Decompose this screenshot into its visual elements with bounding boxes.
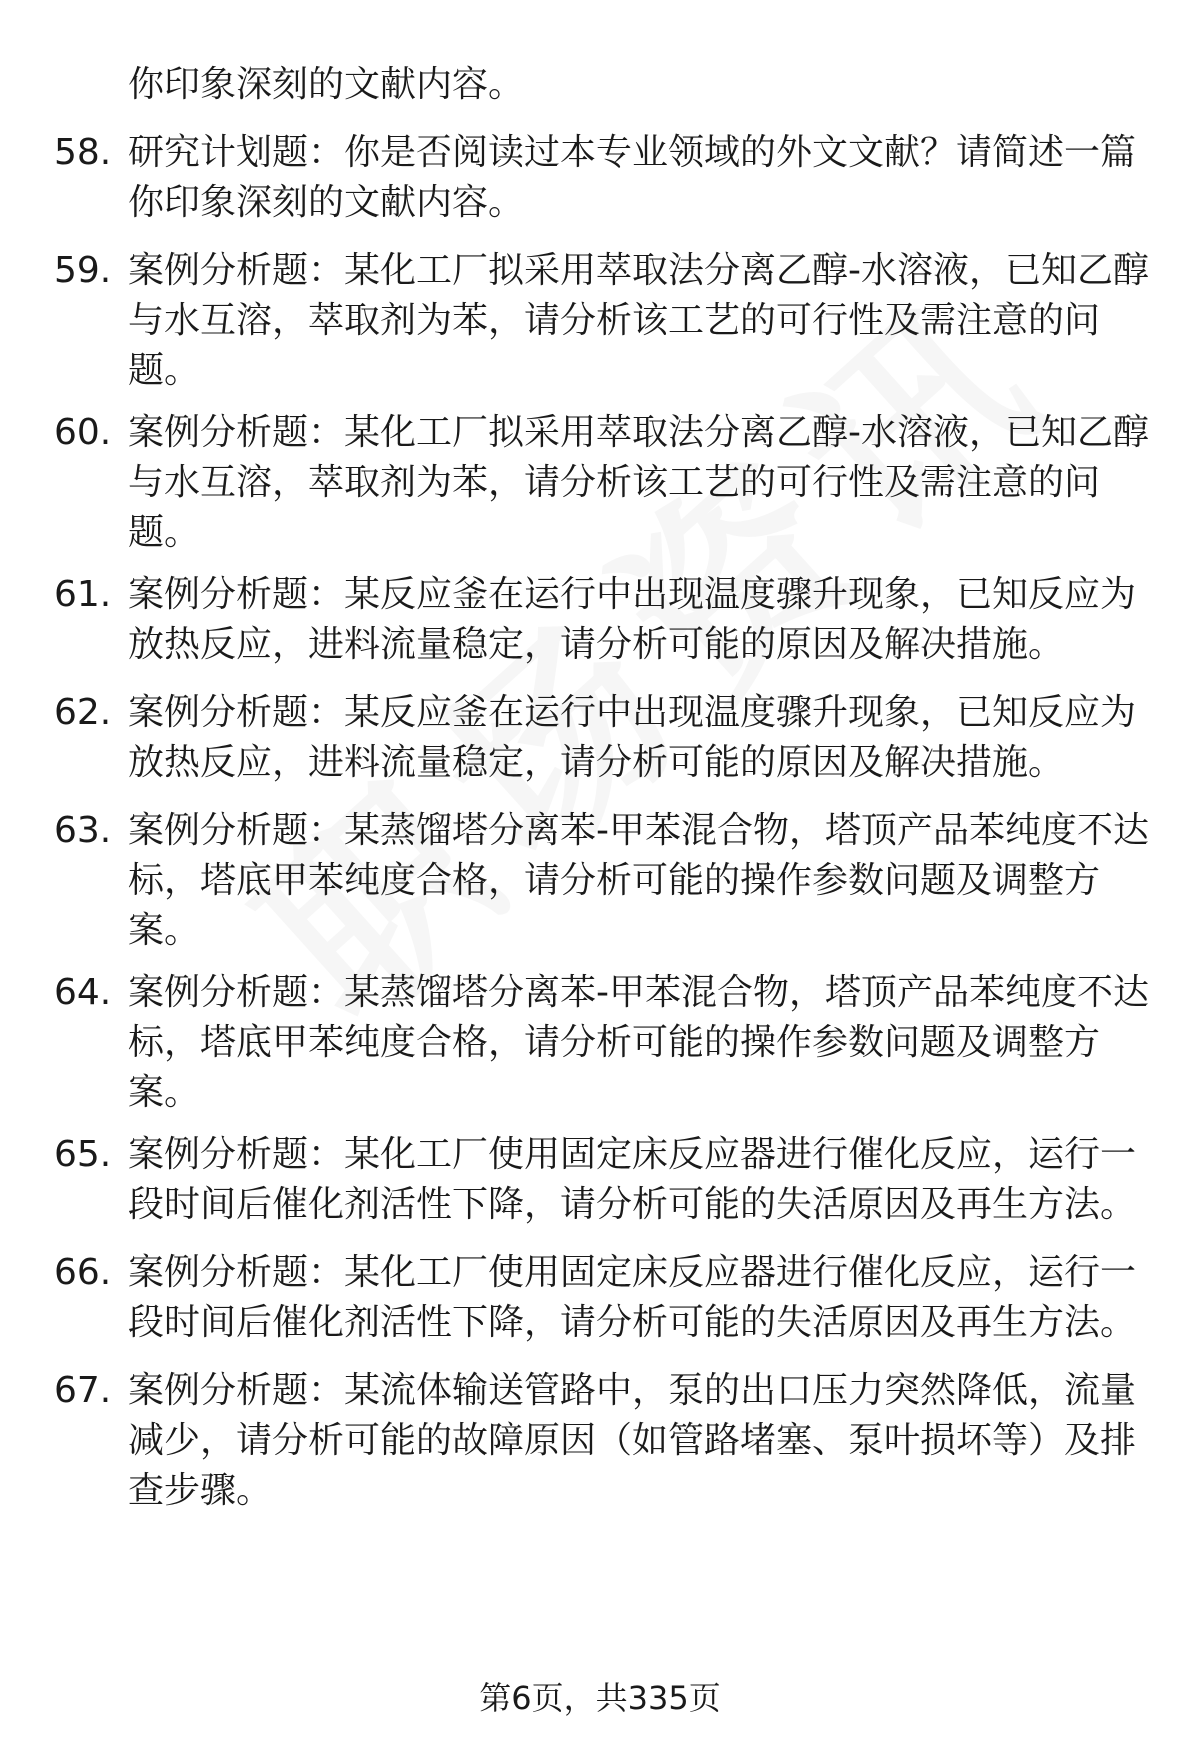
question-line: 案例分析题：某流体输送管路中，泵的出口压力突然降低，流量 [128, 1370, 1137, 1411]
question-text [128, 1248, 1158, 1348]
question-line: 题。 [128, 350, 201, 391]
question-line: 案例分析题：某蒸馏塔分离苯-甲苯混合物，塔顶产品苯纯度不达 [128, 810, 1149, 851]
question-number: 58. [54, 132, 112, 173]
question-line: 案例分析题：某反应釜在运行中出现温度骤升现象，已知反应为 [128, 692, 1137, 733]
question-text [128, 408, 1158, 558]
question-line: 放热反应，进料流量稳定，请分析可能的原因及解决措施。 [128, 624, 1065, 665]
question-line: 案例分析题：某化工厂拟采用萃取法分离乙醇-水溶液，已知乙醇 [128, 250, 1149, 291]
question-line: 案例分析题：某蒸馏塔分离苯-甲苯混合物，塔顶产品苯纯度不达 [128, 972, 1149, 1013]
question-line: 案例分析题：某化工厂使用固定床反应器进行催化反应，运行一 [128, 1252, 1137, 1293]
question-text [128, 806, 1158, 956]
question-line: 与水互溶，萃取剂为苯，请分析该工艺的可行性及需注意的问 [128, 462, 1101, 503]
page-footer: 第6页，共335页 [479, 1679, 721, 1717]
question-number: 63. [54, 810, 112, 851]
question-text [128, 1366, 1158, 1516]
question-line: 案。 [128, 1072, 201, 1113]
question-line: 与水互溶，萃取剂为苯，请分析该工艺的可行性及需注意的问 [128, 300, 1101, 341]
question-line: 案例分析题：某化工厂拟采用萃取法分离乙醇-水溶液，已知乙醇 [128, 412, 1149, 453]
question-line: 案例分析题：某反应釜在运行中出现温度骤升现象，已知反应为 [128, 574, 1137, 615]
question-line: 段时间后催化剂活性下降，请分析可能的失活原因及再生方法。 [128, 1184, 1137, 1225]
question-line: 案。 [128, 910, 201, 951]
question-number: 60. [54, 412, 112, 453]
question-number: 59. [54, 250, 112, 291]
question-line: 研究计划题：你是否阅读过本专业领域的外文文献？请简述一篇 [128, 132, 1137, 173]
continuation-text: 你印象深刻的文献内容。 [128, 64, 525, 105]
question-text [128, 128, 1158, 228]
question-line: 段时间后催化剂活性下降，请分析可能的失活原因及再生方法。 [128, 1302, 1137, 1343]
question-line: 案例分析题：某化工厂使用固定床反应器进行催化反应，运行一 [128, 1134, 1137, 1175]
question-text [128, 968, 1158, 1118]
question-text [128, 246, 1158, 396]
question-text [128, 688, 1158, 788]
question-number: 61. [54, 574, 112, 615]
question-line: 标，塔底甲苯纯度合格，请分析可能的操作参数问题及调整方 [128, 860, 1101, 901]
question-number: 65. [54, 1134, 112, 1175]
question-line: 放热反应，进料流量稳定，请分析可能的原因及解决措施。 [128, 742, 1065, 783]
question-line: 标，塔底甲苯纯度合格，请分析可能的操作参数问题及调整方 [128, 1022, 1101, 1063]
question-number: 66. [54, 1252, 112, 1293]
question-number: 67. [54, 1370, 112, 1411]
question-line: 减少，请分析可能的故障原因（如管路堵塞、泵叶损坏等）及排 [128, 1420, 1137, 1461]
question-text [128, 570, 1158, 670]
question-number: 62. [54, 692, 112, 733]
question-line: 题。 [128, 512, 201, 553]
question-text [128, 1130, 1158, 1230]
question-number: 64. [54, 972, 112, 1013]
question-line: 查步骤。 [128, 1470, 273, 1511]
question-line: 你印象深刻的文献内容。 [128, 182, 525, 223]
